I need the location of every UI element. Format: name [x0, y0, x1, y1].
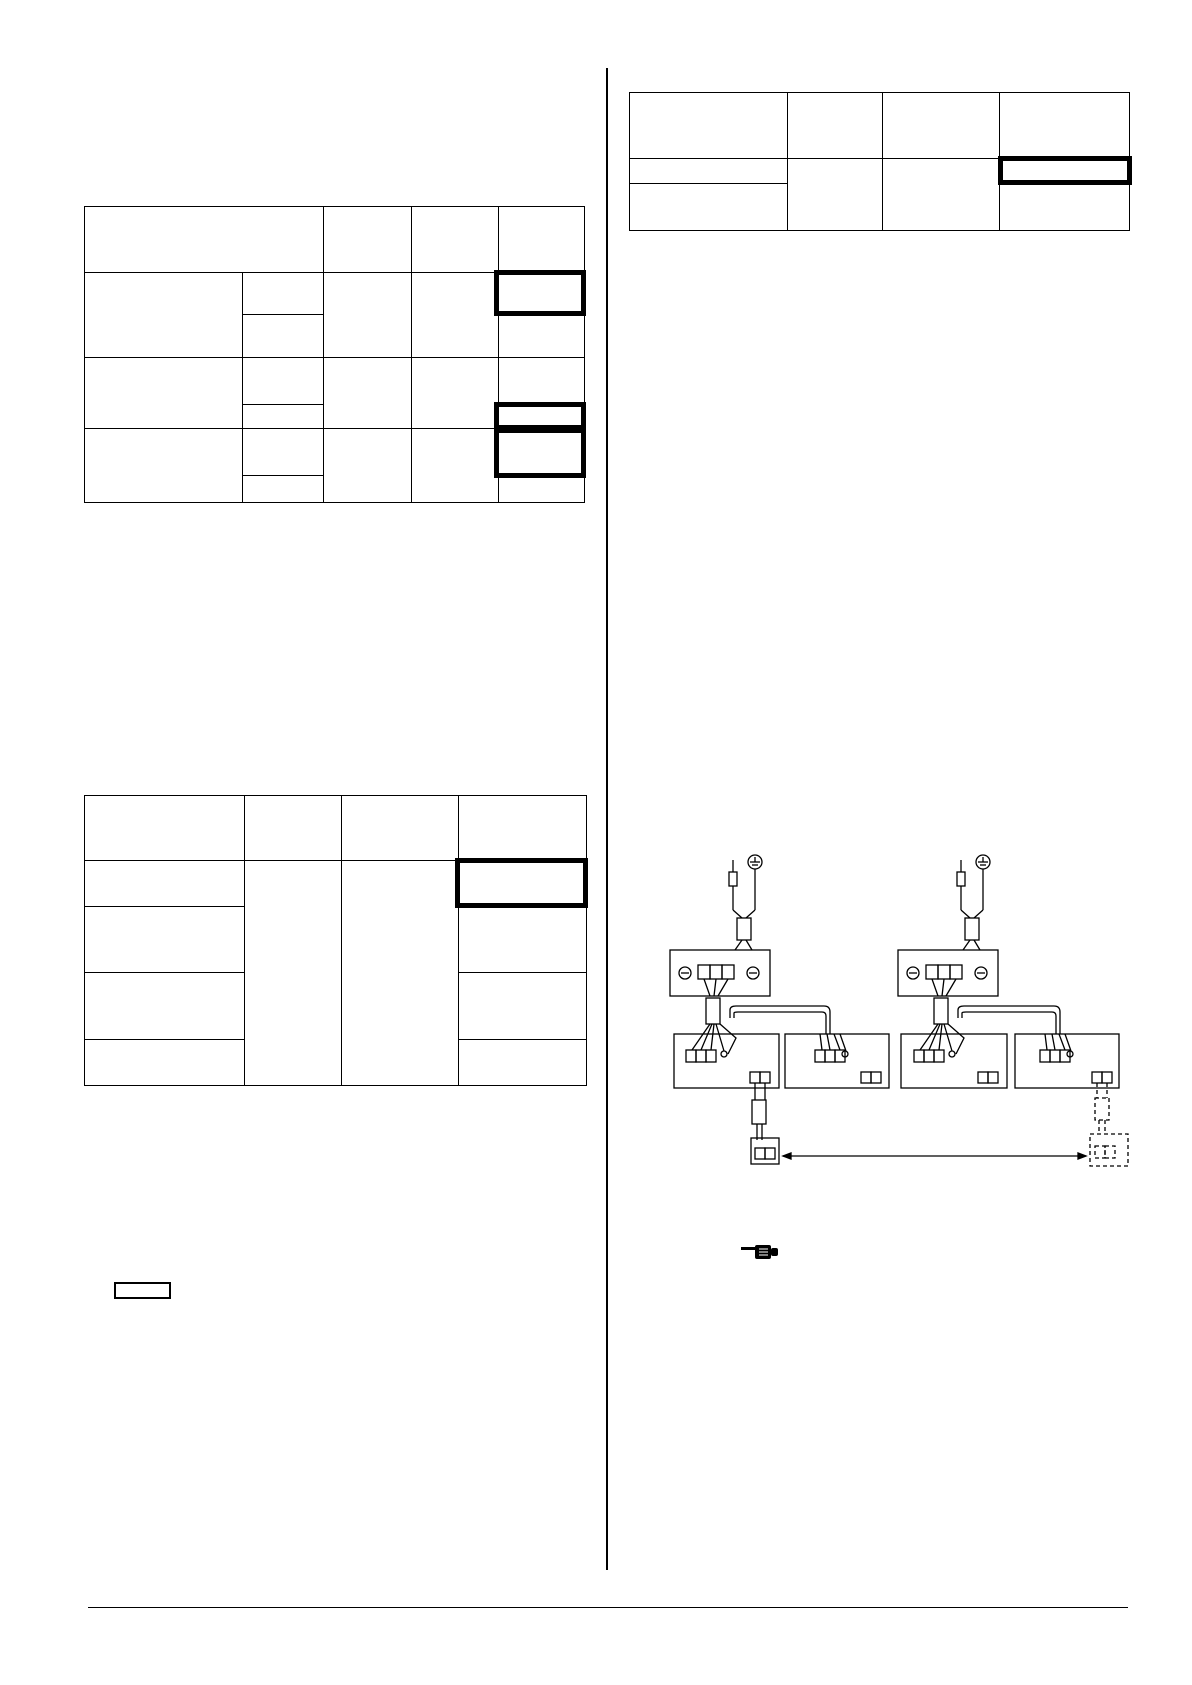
table-row — [630, 93, 1130, 159]
table-cell — [243, 429, 324, 476]
table-cell — [85, 973, 245, 1040]
fuse-icon — [957, 872, 965, 886]
table-cell — [788, 93, 883, 159]
table-cell — [342, 861, 459, 1086]
table-cell — [630, 93, 788, 159]
table-cell — [324, 358, 412, 429]
table-cell — [243, 315, 324, 358]
table-cell — [630, 184, 788, 231]
pointing-hand-icon — [741, 1243, 781, 1261]
table-cell — [85, 907, 245, 973]
table-cell — [243, 476, 324, 503]
table-cell — [342, 796, 459, 861]
table-cell — [85, 796, 245, 861]
footer-rule — [88, 1607, 1128, 1608]
table-cell — [324, 429, 412, 503]
table-cell — [412, 207, 499, 273]
table-cell — [1000, 93, 1130, 159]
table-cell — [459, 973, 587, 1040]
highlight-box — [494, 428, 586, 478]
note-label-box — [114, 1282, 171, 1299]
column-divider — [606, 68, 608, 1570]
table-cell — [883, 159, 1000, 231]
table-cell — [85, 429, 243, 503]
table-cell — [85, 1040, 245, 1086]
table-row — [85, 207, 585, 273]
system-right — [898, 855, 1128, 1166]
table-cell — [243, 405, 324, 429]
table-cell — [412, 429, 499, 503]
table-row — [85, 358, 585, 405]
table-cell — [412, 273, 499, 358]
table-cell — [883, 93, 1000, 159]
table-cell — [459, 907, 587, 973]
table-cell — [412, 358, 499, 429]
highlight-box — [494, 402, 586, 430]
table-cell — [245, 796, 342, 861]
table-cell — [459, 796, 587, 861]
highlight-box — [455, 858, 588, 908]
table-cell — [630, 159, 788, 184]
table-cell — [243, 273, 324, 315]
table-cell — [85, 861, 245, 907]
highlight-box — [998, 156, 1132, 185]
table-cell — [499, 358, 585, 405]
table-cell — [85, 358, 243, 429]
highlight-box — [494, 270, 586, 316]
table-cell — [245, 861, 342, 1086]
wiring-diagram — [640, 850, 1140, 1180]
table-cell — [499, 207, 585, 273]
table-cell — [459, 1040, 587, 1086]
table-cell — [324, 207, 412, 273]
table-b — [84, 795, 587, 1086]
table-cell — [788, 159, 883, 231]
table-cell — [85, 273, 243, 358]
table-row — [85, 796, 587, 861]
system-left — [670, 855, 889, 1164]
fuse-icon — [729, 872, 737, 886]
table-cell — [324, 273, 412, 358]
table-cell — [85, 207, 324, 273]
table-cell — [499, 315, 585, 358]
ground-icon — [976, 855, 990, 869]
ground-icon — [748, 855, 762, 869]
table-cell — [243, 358, 324, 405]
